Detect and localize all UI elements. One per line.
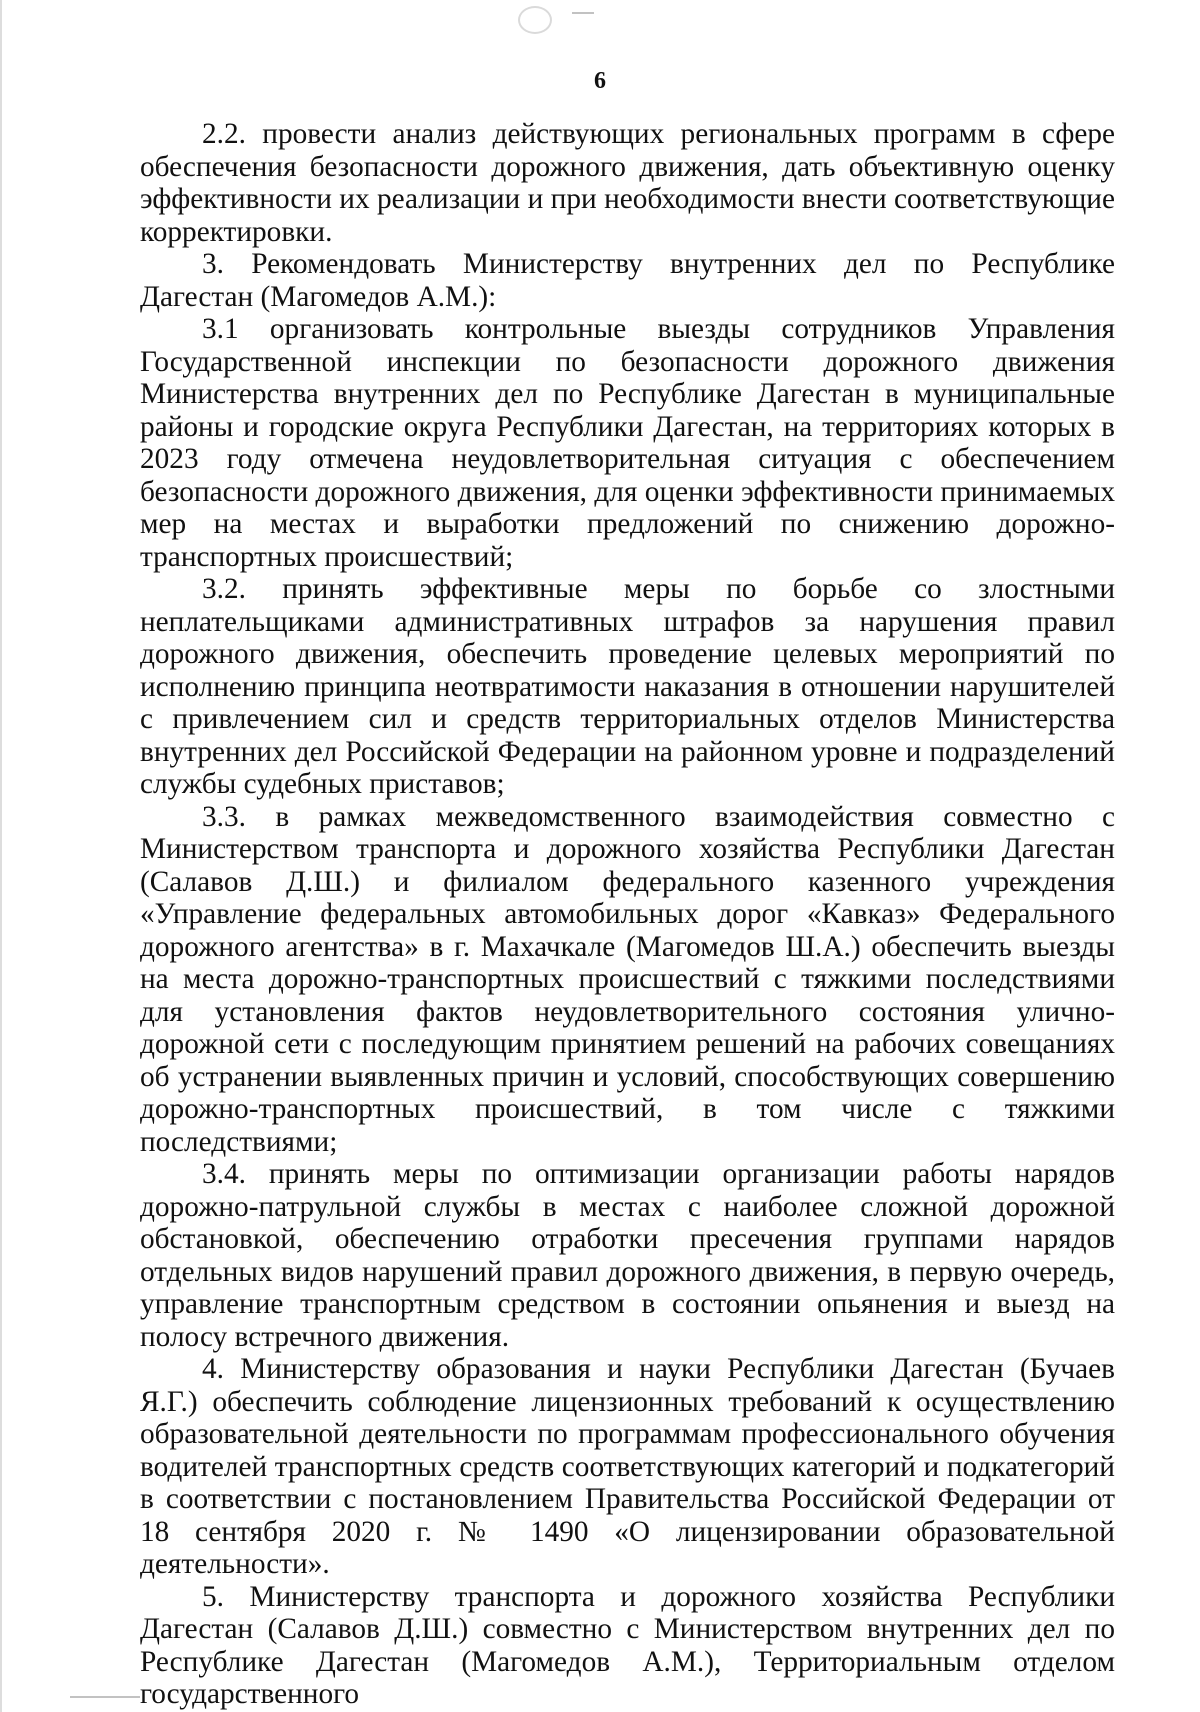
page-number: 6: [594, 68, 606, 94]
paragraph-3-1: 3.1 организовать контрольные выезды сотрудников Управления Государственной инспекции по безопасности дорожного движения Министерства внутренних дел по Республике Дагестан в муниципальные районы и городские округа Республики Дагестан, на территориях которых в 2023 году отмечена неудовлетворительная ситуация с обеспечением безопасности дорожного движения, для оценки эффективности принимаемых мер на местах и выработки предложений по снижению дорожно-транспортных происшествий;: [140, 313, 1115, 573]
document-body: [140, 118, 1115, 1711]
scan-edge-line: [0, 0, 2, 1712]
paragraph-3-4: 3.4. принять меры по оптимизации организации работы нарядов дорожно-патрульной службы в местах с наиболее сложной дорожной обстановкой, обеспечению отработки пресечения группами нарядов отдельных видов нарушений правил дорожного движения, в первую очередь, управление транспортным средством в состоянии опьянения и выезд на полосу встречного движения.: [140, 1158, 1115, 1353]
scan-bottom-mark: [70, 1696, 140, 1698]
paragraph-3-2: 3.2. принять эффективные меры по борьбе со злостными неплательщиками административных штрафов за нарушения правил дорожного движения, обеспечить проведение целевых мероприятий по исполнению принципа неотвратимости наказания в отношении нарушителей с привлечением сил и средств территориальных отделов Министерства внутренних дел Российской Федерации на районном уровне и подразделений службы судебных приставов;: [140, 573, 1115, 800]
paragraph-5: 5. Министерству транспорта и дорожного хозяйства Республики Дагестан (Салавов Д.Ш.) совместно с Министерством внутренних дел по Республике Дагестан (Магомедов А.М.), Территориальным отделом государственного: [140, 1580, 1115, 1710]
paragraph-2-2: 2.2. провести анализ действующих региональных программ в сфере обеспечения безопасности дорожного движения, дать объективную оценку эффективности их реализации и при необходимости внести соответствующие корректировки.: [140, 118, 1115, 248]
paragraph-3-3: 3.3. в рамках межведомственного взаимодействия совместно с Министерством транспорта и дорожного хозяйства Республики Дагестан (Салавов Д.Ш.) и филиалом федерального казенного учреждения «Управление федеральных автомобильных дорог «Кавказ» Федерального дорожного агентства» в г. Махачкале (Магомедов Ш.А.) обеспечить выезды на места дорожно-транспортных происшествий с тяжкими последствиями для установления фактов неудовлетворительного состояния улично-дорожной сети с последующим принятием решений на рабочих совещаниях об устранении выявленных причин и условий, способствующих совершению дорожно-транспортных происшествий, в том числе с тяжкими последствиями;: [140, 800, 1115, 1158]
paragraph-4: 4. Министерству образования и науки Республики Дагестан (Бучаев Я.Г.) обеспечить соблюдение лицензионных требований к осуществлению образовательной деятельности по программам профессионального обучения водителей транспортных средств соответствующих категорий и подкатегорий в соответствии с постановлением Правительства Российской Федерации от 18 сентября 2020 г. № 1490 «О лицензировании образовательной деятельности».: [140, 1353, 1115, 1580]
paragraph-3: 3. Рекомендовать Министерству внутренних дел по Республике Дагестан (Магомедов А.М.):: [140, 248, 1115, 313]
stamp-mark-icon: [518, 6, 552, 34]
scan-dash: [572, 12, 594, 14]
